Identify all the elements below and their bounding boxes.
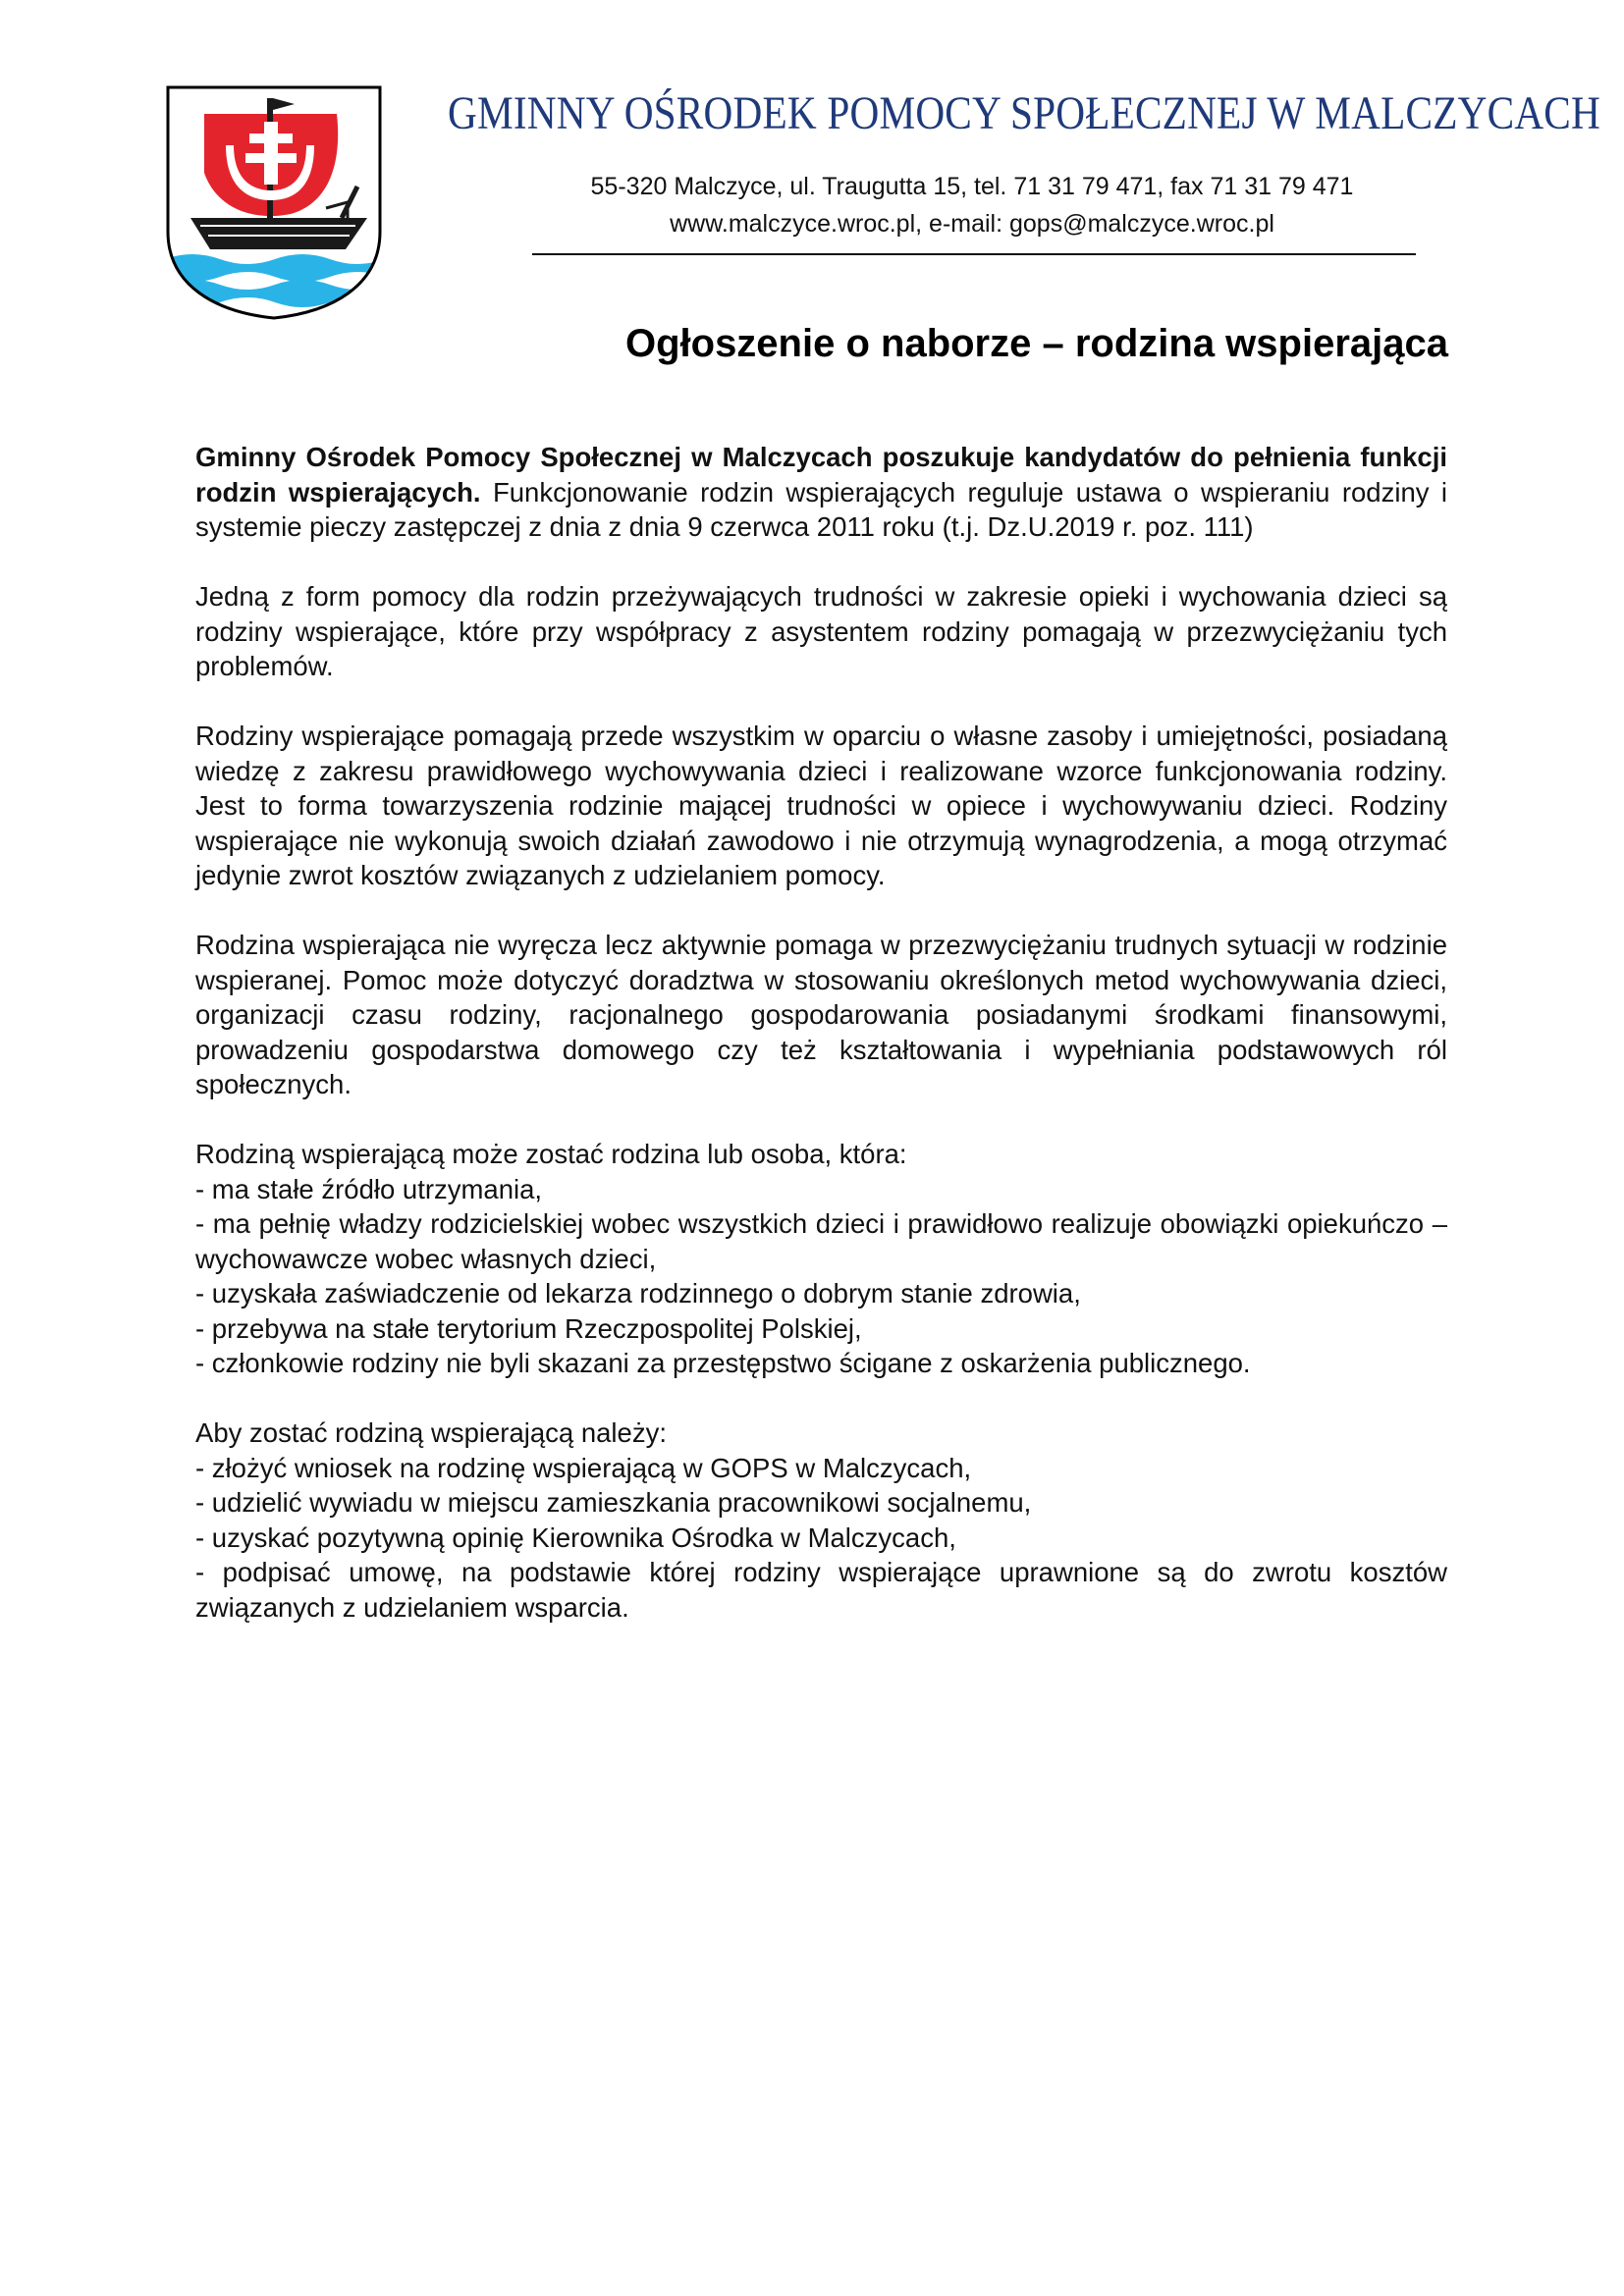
list-item: - podpisać umowę, na podstawie której rodziny wspierające uprawnione są do zwrotu kosztów związanych z udzielaniem wsparcia. [195, 1557, 1447, 1623]
intro-bold-text: Gminny Ośrodek Pomocy Społecznej w Malczycach poszukuje kandydatów do pełnienia funkcji rodzin wspierających. [195, 442, 1447, 507]
list-item: - ma stałe źródło utrzymania, [195, 1173, 543, 1204]
list-item: - uzyskała zaświadczenie od lekarza rodzinnego o dobrym stanie zdrowia, [195, 1278, 1081, 1308]
list-item: - uzyskać pozytywną opinię Kierownika Ośrodka w Malczycach, [195, 1522, 956, 1553]
list-item: - złożyć wniosek na rodzinę wspierającą w GOPS w Malczycach, [195, 1452, 972, 1483]
document-body [195, 440, 1447, 1625]
list-item: - ma pełnię władzy rodzicielskiej wobec wszystkich dzieci i prawidłowo realizuje obowiązki opiekuńczo – wychowawcze wobec własnych dzieci, [195, 1208, 1447, 1274]
list-item: - członkowie rodziny nie byli skazani za przestępstwo ścigane z oskarżenia publicznego. [195, 1348, 1251, 1378]
address-line: 55-320 Malczyce, ul. Traugutta 15, tel. 71 31 79 471, fax 71 31 79 471 [590, 173, 1354, 200]
paragraph-support-scope: Rodzina wspierająca nie wyręcza lecz aktywnie pomaga w przezwyciężaniu trudnych sytuacji w rodzinie wspieranej. Pomoc może dotyczyć doradztwa w stosowaniu określonych metod wychowywania dzieci, organizacji czasu rodziny, racjonalnego gospodarowania posiadanymi środkami finansowymi, prowadzeniu gospodarstwa domowego czy też kształtowania i wypełniania podstawowych ról społecznych. [195, 930, 1447, 1099]
paragraph-intro [195, 440, 1447, 545]
requirements-intro: Rodziną wspierającą może zostać rodzina lub osoba, która: [195, 1139, 907, 1169]
intro-text: Funkcjonowanie rodzin wspierających reguluje ustawa o wspieraniu rodziny i systemie pieczy zastępczej z dnia z dnia 9 czerwca 2011 roku (t.j. Dz.U.2019 r. poz. 111) [195, 476, 1448, 542]
list-item: - udzielić wywiadu w miejscu zamieszkania pracownikowi socjalnemu, [195, 1487, 1032, 1518]
header-divider [532, 253, 1416, 255]
crest-logo [165, 84, 383, 320]
steps-intro: Aby zostać rodziną wspierającą należy: [195, 1417, 667, 1448]
paragraph-how-they-help: Rodziny wspierające pomagają przede wszystkim w oparciu o własne zasoby i umiejętności, posiadaną wiedzę z zakresu prawidłowego wychowywania dzieci i realizowane wzorce funkcjonowania rodziny. Jest to forma towarzyszenia rodzinie mającej trudności w opiece i wychowywaniu dzieci. Rodziny wspierające nie wykonują swoich działań zawodowo i nie otrzymują wynagrodzenia, a mogą otrzymać jedynie zwrot kosztów związanych z udzielaniem pomocy. [195, 721, 1447, 890]
organization-name: GMINNY OŚRODEK POMOCY SPOŁECZNEJ W MALCZYCACH [448, 87, 1601, 139]
paragraph-forms-of-help: Jedną z form pomocy dla rodzin przeżywających trudności w zakresie opieki i wychowania dzieci są rodziny wspierające, które przy współpracy z asystentem rodziny pomagają w przezwyciężaniu tych problemów. [195, 581, 1447, 681]
spacer [195, 1381, 1447, 1416]
web-email-line: www.malczyce.wroc.pl, e-mail: gops@malczyce.wroc.pl [670, 210, 1274, 238]
list-item: - przebywa na stałe terytorium Rzeczpospolitej Polskiej, [195, 1312, 862, 1344]
document-title: Ogłoszenie o naborze – rodzina wspierająca [624, 322, 1448, 365]
